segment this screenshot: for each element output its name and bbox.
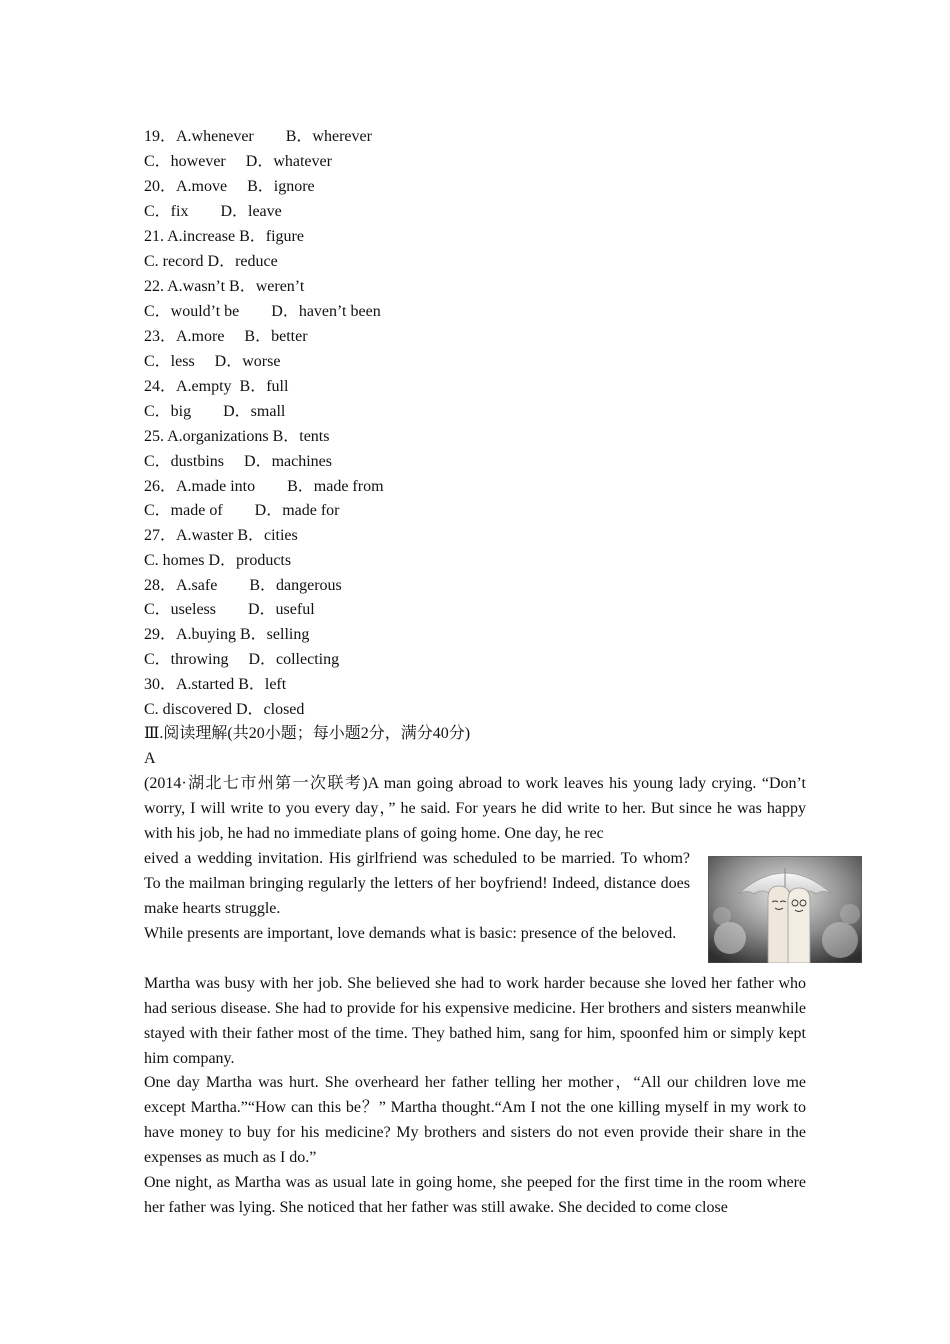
option-line: 25. A.organizations B．tents bbox=[144, 428, 330, 445]
option-line: C．made of D．made for bbox=[144, 502, 340, 519]
paragraph-4: One day Martha was hurt. She overheard her father telling her mother，“All our children love me except Martha.”“How can this be？” Martha thought.“Am I not the one killing myself in my work to have money to buy for his medicine? My brothers and sisters do not even provide their share in the expenses as much as I do.” bbox=[144, 1074, 806, 1166]
option-line: C．however D．whatever bbox=[144, 153, 332, 170]
option-line: C．throwing D．collecting bbox=[144, 651, 340, 668]
option-line: 27．A.waster B．cities bbox=[144, 527, 298, 544]
option-line: 24．A.empty B．full bbox=[144, 378, 289, 395]
couple-fingers-umbrella-image bbox=[708, 856, 862, 963]
option-line: C．would’t be D．haven’t been bbox=[144, 303, 381, 320]
option-line: C．dustbins D．machines bbox=[144, 453, 332, 470]
option-line: 22. A.wasn’t B．weren’t bbox=[144, 278, 305, 295]
option-line: 20．A.move B．ignore bbox=[144, 178, 315, 195]
option-line: 28．A.safe B．dangerous bbox=[144, 577, 342, 594]
option-line: 26．A.made into B．made from bbox=[144, 478, 384, 495]
option-line: 19．A.whenever B．wherever bbox=[144, 128, 372, 145]
paragraph-1-top: (2014·湖北七市州第一次联考)A man going abroad to work leaves his young lady crying. “Don’t worry, I will write to you every day，” he said. For years he did write to her. But since he was happy with his job, he had no immediate plans of going home. One day, he rec bbox=[144, 775, 806, 842]
option-line: C．useless D．useful bbox=[144, 601, 315, 618]
option-line: C. discovered D．closed bbox=[144, 701, 305, 718]
paragraph-3: Martha was busy with her job. She believed she had to work harder because she loved her father who had serious disease. She had to provide for his expensive medicine. Her brothers and sisters meanwhile stayed with their father most of the time. They bathed him, sang for him, spoonfed him or simply kept him company. bbox=[144, 975, 806, 1067]
section-heading: Ⅲ.阅读理解(共20小题；每小题2分，满分40分) bbox=[144, 725, 471, 742]
paragraph-2: While presents are important, love demands what is basic: presence of the beloved. bbox=[144, 925, 677, 942]
paragraph-1-wrap: eived a wedding invitation. His girlfriend was scheduled to be married. To whom? To the mailman bringing regularly the letters of her boyfriend! Indeed, distance does make hearts struggle. bbox=[144, 850, 690, 917]
passage-label: A bbox=[144, 750, 156, 767]
paragraph-5: One night, as Martha was as usual late in going home, she peeped for the first time in the room where her father was lying. She noticed that her father was still awake. She decided to come close bbox=[144, 1174, 806, 1216]
option-line: 23．A.more B．better bbox=[144, 328, 308, 345]
option-line: C. record D．reduce bbox=[144, 253, 278, 270]
option-line: 29．A.buying B．selling bbox=[144, 626, 310, 643]
option-line: 30．A.started B．left bbox=[144, 676, 287, 693]
option-line: C．big D．small bbox=[144, 403, 286, 420]
option-line: C．fix D．leave bbox=[144, 203, 282, 220]
option-line: 21. A.increase B．figure bbox=[144, 228, 304, 245]
option-line: C．less D．worse bbox=[144, 353, 281, 370]
option-line: C. homes D．products bbox=[144, 552, 292, 569]
